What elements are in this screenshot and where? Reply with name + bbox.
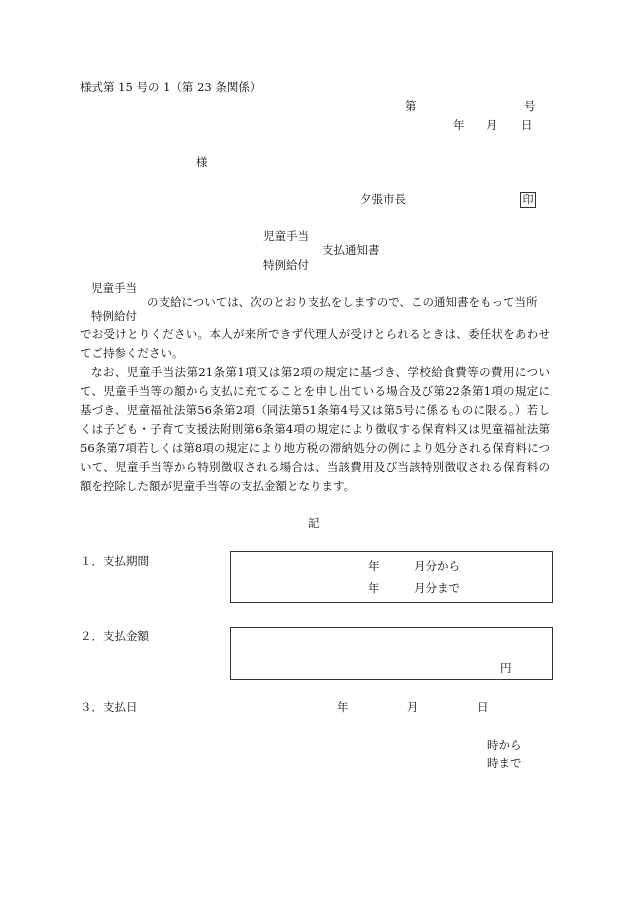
- note-paragraph: なお、児童手当法第21条第1項又は第2項の規定に基づき、学校給食費等の費用について、児童手当等の額から支払に充てることを申し出ている場合及び第22条第1項の規定に基づき、児童福祉法第56条第2項（同法第51条第4号又は第5号に係るものに限る。）若しくは子ども・子育て支援法附則第6条第4項の規定により徴収する保育料又は児童福祉法第56条第7項若しくは第8項の規定により地方税の滞納処分の例により処分される保育料について、児童手当等から特別徴収される場合は、当該費用及び当該特別徴収される保育料の額を控除した額が児童手当等の支払金額となります。: [80, 365, 550, 493]
- date-day: 日: [477, 700, 489, 714]
- intro-choice-top: 児童手当: [91, 281, 137, 295]
- document-number-suffix: 号: [524, 99, 536, 113]
- amount-label: ２．支払金額: [80, 629, 149, 643]
- period-to-month: 月分まで: [414, 581, 460, 595]
- period-to-year: 年: [368, 581, 380, 595]
- time-from: 時から: [487, 738, 522, 752]
- seal-mark: 印: [520, 192, 536, 208]
- time-to: 時まで: [487, 756, 522, 770]
- intro-line1: の支給については、次のとおり支払をしますので、この通知書をもって当所: [147, 295, 538, 309]
- title-bottom: 特例給付: [263, 258, 309, 272]
- period-from-month: 月分から: [414, 559, 460, 573]
- issue-date-year: 年: [453, 118, 465, 132]
- page-title: 支払通知書: [322, 243, 380, 257]
- document-number-prefix: 第: [405, 99, 417, 113]
- date-year: 年: [337, 700, 349, 714]
- issuer-name: 夕張市長: [360, 192, 406, 206]
- issue-date-day: 日: [521, 118, 533, 132]
- ki-heading: 記: [308, 516, 320, 530]
- period-box: [230, 551, 553, 603]
- period-label: １．支払期間: [80, 554, 149, 568]
- issue-date-month: 月: [486, 118, 498, 132]
- intro-rest: でお受けとりください。本人が来所できず代理人が受けとられるときは、委任状をあわせてご持参ください。: [80, 327, 550, 360]
- addressee-suffix: 様: [196, 155, 208, 169]
- form-number: 様式第 15 号の 1（第 23 条関係）: [80, 80, 262, 94]
- period-from-year: 年: [368, 559, 380, 573]
- intro-choice-bottom: 特例給付: [91, 309, 137, 323]
- date-month: 月: [407, 700, 419, 714]
- amount-unit: 円: [500, 661, 512, 675]
- date-label: ３．支払日: [80, 700, 138, 714]
- title-top: 児童手当: [263, 229, 309, 243]
